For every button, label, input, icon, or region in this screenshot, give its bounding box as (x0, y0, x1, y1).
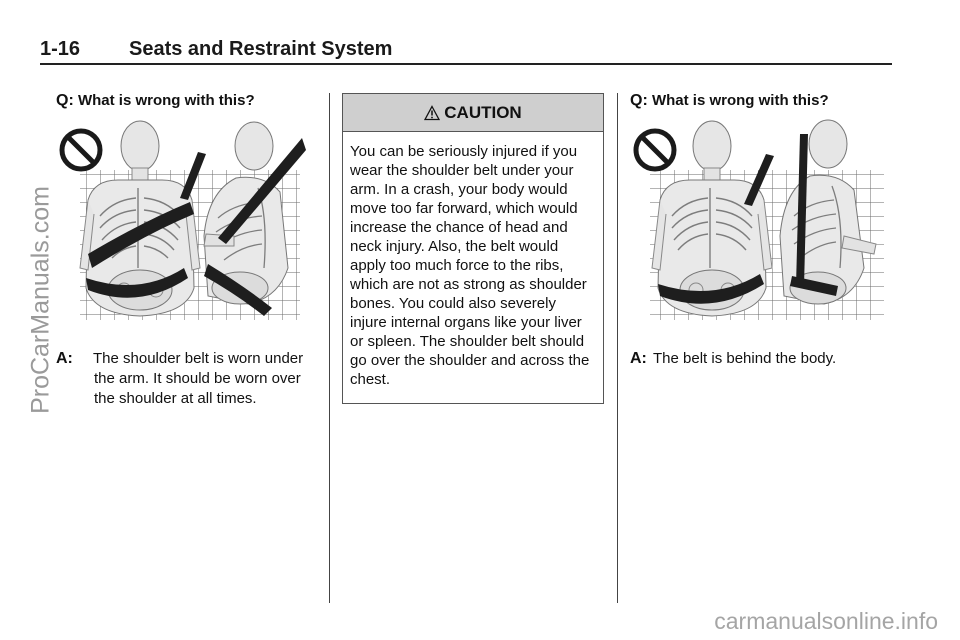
footer-watermark: carmanualsonline.info (714, 608, 938, 634)
question (630, 92, 829, 110)
header-rule (40, 63, 892, 65)
answer-text: The shoulder belt is worn under the arm. It should be worn over the shoulder at all times. (93, 350, 304, 407)
belt-behind-body-illustration (632, 118, 888, 324)
caution-heading: CAUTION (444, 102, 522, 122)
caution-text: You can be seriously injured if you wear the shoulder belt under your arm. In a crash, your body would move too far forward, which would increase the chance of head and neck injury. Also, the belt would apply too much force to the ribs, which are not as strong as shoulder bones. You could also severely injure internal organs like your liver or spleen. The shoulder belt should go over the shoulder and across the chest. (350, 143, 590, 388)
warning-triangle-icon (424, 105, 440, 121)
answer-label: A: (56, 350, 73, 367)
page-number: 1-16 (40, 38, 81, 60)
side-watermark-text: ProCarManuals.com (26, 186, 55, 414)
caution-header (343, 94, 603, 132)
question-label: Q: (56, 92, 74, 109)
question-label: Q: (630, 92, 648, 109)
belt-under-arm-illustration (58, 118, 306, 324)
answer-label: A: (630, 350, 647, 367)
section-title: Seats and Restraint System (129, 38, 393, 60)
question (56, 92, 255, 110)
column-divider (329, 93, 330, 603)
prohibition-icon (62, 131, 100, 169)
question-text: What is wrong with this? (77, 92, 255, 109)
answer (630, 349, 890, 369)
answer (56, 349, 322, 409)
caution-box (342, 93, 604, 404)
prohibition-icon (636, 131, 674, 169)
page-header (40, 38, 892, 66)
question-text: What is wrong with this? (651, 92, 829, 109)
column-divider (617, 93, 618, 603)
answer-text: The belt is behind the body. (653, 350, 837, 367)
